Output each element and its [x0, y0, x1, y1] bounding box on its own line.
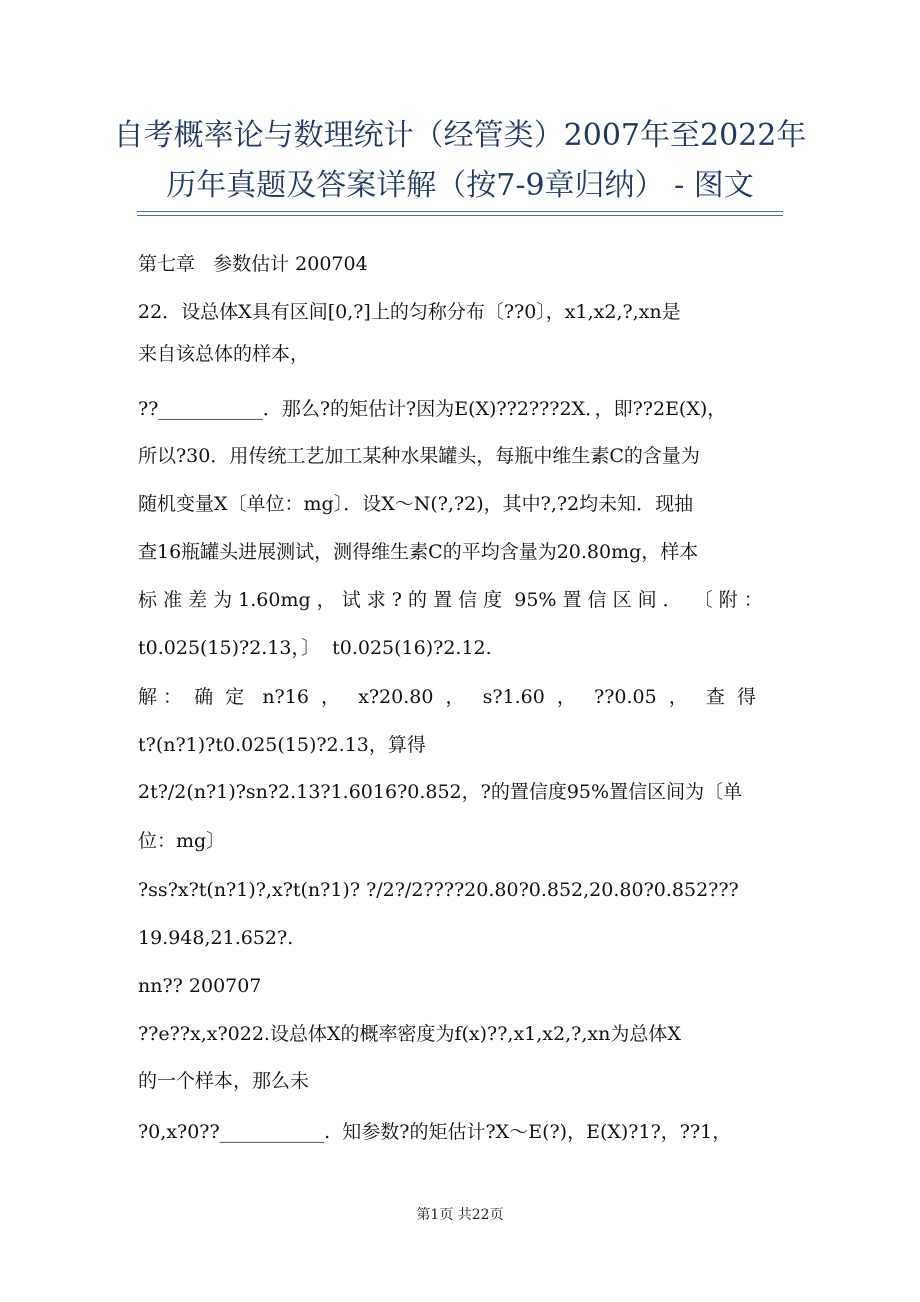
- text-line: ?0,x?0??___________. 知参数?的矩估计?X～E(?)，E(X)?1?，??1，: [138, 1121, 732, 1143]
- page-footer: 第1页 共22页: [416, 1207, 504, 1223]
- text-line: 来自该总体的样本，: [138, 343, 310, 365]
- document-title-line-2: 历年真题及答案详解（按7-9章归纳） - 图文: [166, 168, 754, 203]
- text-line: ??e??x,x?022.设总体X的概率密度为f(x)??,x1,x2,?,xn为总体X: [138, 1023, 681, 1045]
- text-line: 19.948,21.652?.: [138, 927, 294, 949]
- text-line: 标 准 差 为 1.60mg ， 试 求 ? 的 置 信 度 95% 置 信 区 间 ． 〔 附 ：: [138, 589, 763, 611]
- text-line: ?ss?x?t(n?1)?,x?t(n?1)? ?/2?/2????20.80?0.852,20.80?0.852???: [138, 879, 739, 901]
- text-line: 22．设总体X具有区间[0,?]上的匀称分布〔??0〕，x1,x2,?,xn是: [138, 301, 681, 323]
- text-line: t0.025(15)?2.13，〕 t0.025(16)?2.12.: [138, 637, 492, 659]
- text-line: 位：mg〕: [138, 830, 226, 852]
- text-line: 2t?/2(n?1)?sn?2.13?1.6016?0.852，?的置信度95%置信区间为〔单: [138, 781, 743, 803]
- text-line: 随机变量X〔单位：mg〕．设X～N(?,?2)，其中?,?2均未知．现抽: [138, 493, 694, 515]
- title-divider-top: [137, 211, 783, 212]
- document-title-line-1: 自考概率论与数理统计（经管类）2007年至2022年: [113, 118, 807, 153]
- text-line: 所以?30．用传统工艺加工某种水果罐头，每瓶中维生素C的含量为: [138, 445, 700, 467]
- text-line: 的一个样本，那么未: [138, 1070, 310, 1092]
- title-divider-bottom: [137, 215, 783, 216]
- text-line: t?(n?1)?t0.025(15)?2.13，算得: [138, 734, 426, 756]
- text-line: ??___________．那么?的矩估计?因为E(X)??2???2X．，即??2E(X)，: [138, 398, 727, 420]
- text-line: 查16瓶罐头进展测试，测得维生素C的平均含量为20.80mg，样本: [138, 541, 699, 563]
- text-line: 第七章 参数估计 200704: [138, 253, 368, 275]
- text-line: 解 ： 确 定 n?16 ， x?20.80 ， s?1.60 ， ??0.05 ， 查 得: [138, 686, 757, 708]
- text-line: nn?? 200707: [138, 975, 262, 997]
